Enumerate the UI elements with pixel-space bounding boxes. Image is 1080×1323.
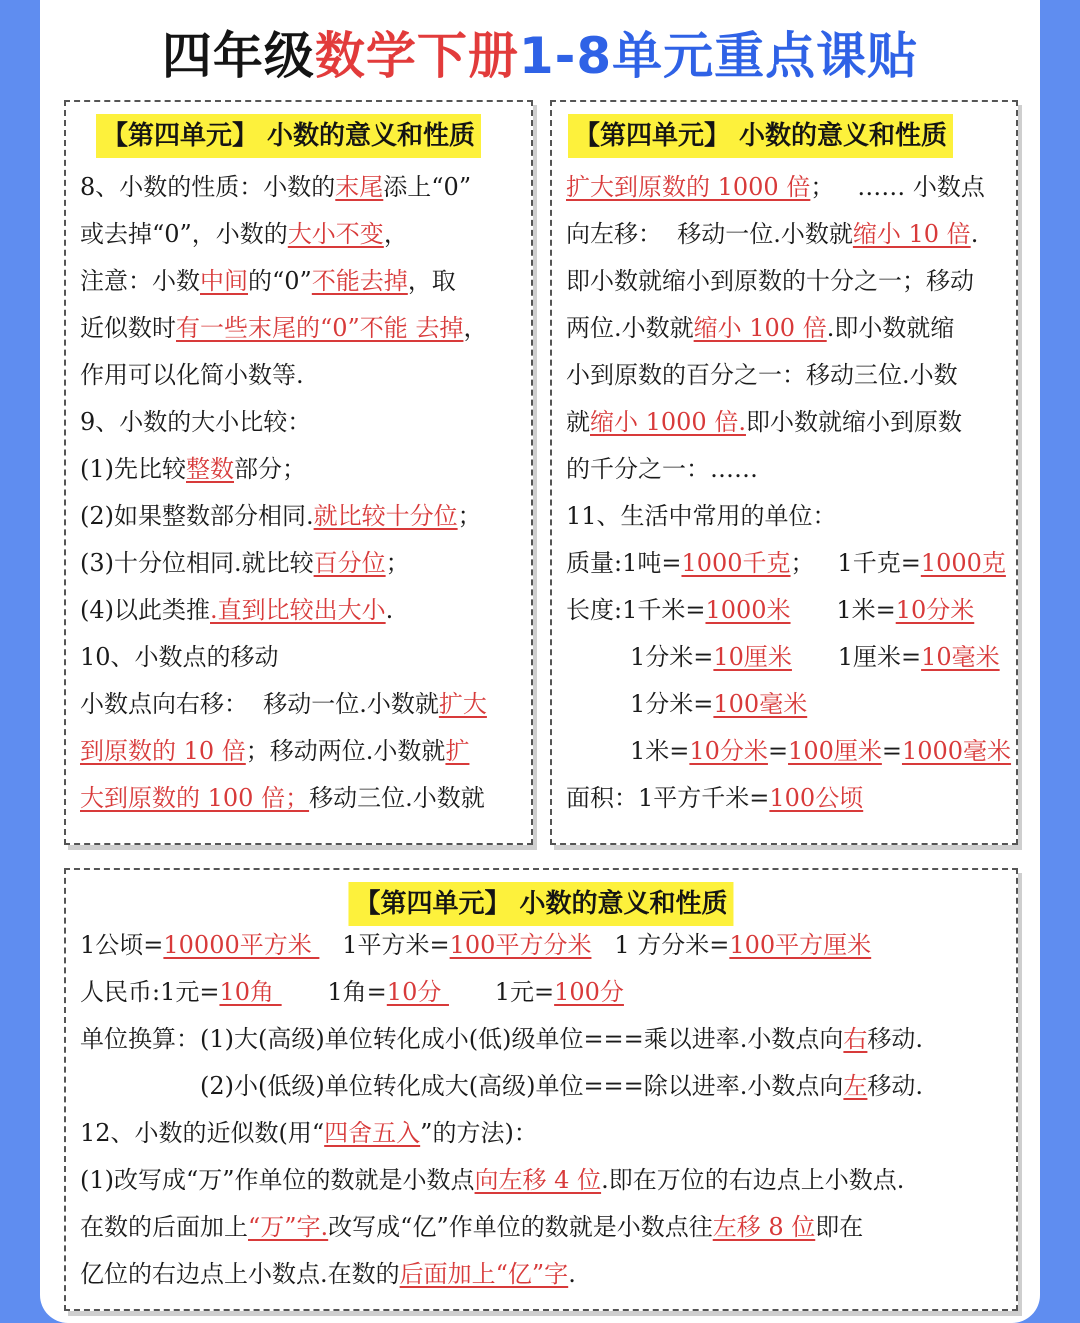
text-line	[566, 258, 1012, 305]
text-line	[80, 211, 527, 258]
line-text: (2)如果整数部分相同.	[80, 502, 314, 530]
answer-text: 10分米	[689, 737, 768, 765]
panel-bottom-heading: 【第四单元】 小数的意义和性质	[348, 882, 733, 926]
text-line	[566, 681, 1012, 728]
answer-text: 左移 8 位	[712, 1213, 816, 1241]
line-text: 即小数就缩小到原数的十分之一；移动	[566, 267, 974, 295]
text-line	[566, 305, 1012, 352]
text-line	[80, 540, 527, 587]
line-text: (4)以此类推	[80, 596, 210, 624]
line-text: 面积：1平方千米=	[566, 784, 770, 812]
text-line	[80, 728, 527, 775]
line-text: =	[881, 737, 902, 765]
panel-right-heading: 【第四单元】 小数的意义和性质	[568, 114, 953, 158]
line-text: =	[767, 737, 789, 765]
answer-text: 百分位	[313, 549, 386, 577]
line-text: 两位.小数就	[566, 314, 694, 342]
answer-text: 100平方分米	[449, 931, 592, 959]
answer-text: 就比较十分位	[313, 502, 458, 530]
line-text: 添上“0”	[383, 173, 472, 201]
answer-text: 缩小 1000 倍.	[590, 408, 746, 436]
text-line	[80, 1063, 1012, 1110]
line-text: 移动.	[867, 1072, 924, 1100]
answer-text: 1000千克	[681, 549, 791, 577]
line-text: ；移动两位.小数就	[245, 737, 446, 765]
answer-text: 1000毫米	[901, 737, 1012, 765]
answer-text: 扩大到原数的 1000 倍	[566, 173, 811, 201]
text-line	[566, 587, 1012, 634]
line-text: 1平方米=	[319, 931, 450, 959]
text-line	[566, 728, 1012, 775]
panel-left-lines	[80, 164, 527, 822]
line-text: 作用可以化简小数等.	[80, 361, 304, 389]
line-text: 部分；	[234, 455, 306, 483]
line-text: 人民币:1元=	[80, 978, 220, 1006]
line-text: ，取	[407, 267, 456, 295]
text-line	[566, 164, 1012, 211]
answer-text: 缩小 100 倍	[693, 314, 827, 342]
text-line	[80, 681, 527, 728]
line-text: 9、小数的大小比较：	[80, 408, 312, 436]
answer-text: 大小不变	[287, 220, 384, 248]
line-text: 1公顷=	[80, 931, 164, 959]
line-text: 1 方分米=	[591, 931, 730, 959]
answer-text: 100毫米	[713, 690, 808, 718]
title-grade: 四年级	[161, 27, 315, 85]
text-line	[80, 446, 527, 493]
answer-text: 扩大	[438, 690, 487, 718]
text-line	[566, 634, 1012, 681]
answer-text: 向左移 4 位	[474, 1166, 602, 1194]
line-text: .即小数就缩	[826, 314, 955, 342]
answer-text: 10分	[386, 978, 449, 1006]
line-text: 小数点向右移： 移动一位.小数就	[80, 690, 439, 718]
answer-text: 右	[843, 1025, 868, 1053]
panel-left-heading: 【第四单元】 小数的意义和性质	[96, 114, 481, 158]
line-text: 小到原数的百分之一：移动三位.小数	[566, 361, 958, 389]
answer-text: 后面加上“亿”字	[399, 1260, 569, 1288]
title-units: 1-8单元重点课贴	[518, 27, 919, 85]
line-text: 1米=	[630, 737, 690, 765]
answer-text: 大到原数的 100 倍；	[80, 784, 310, 812]
text-line	[80, 399, 527, 446]
panel-left	[64, 100, 533, 845]
line-text: 向左移： 移动一位.小数就	[566, 220, 853, 248]
text-line	[566, 211, 1012, 258]
line-text: (1)先比较	[80, 455, 186, 483]
answer-text: 10000平方米	[163, 931, 320, 959]
line-text: 改写成“亿”作单位的数就是小数点往	[328, 1213, 713, 1241]
text-line	[80, 352, 527, 399]
line-text: (3)十分位相同.就比较	[80, 549, 314, 577]
text-line	[566, 493, 1012, 540]
text-line	[566, 540, 1012, 587]
text-line	[80, 775, 527, 822]
line-text: ； 1千克=	[790, 549, 921, 577]
answer-text: 不能去掉	[311, 267, 408, 295]
page-title	[40, 24, 1040, 88]
panel-right	[550, 100, 1018, 845]
answer-text: 100公顷	[769, 784, 864, 812]
line-text: (1)改写成“万”作单位的数就是小数点	[80, 1166, 475, 1194]
text-line	[80, 1204, 1012, 1251]
text-line	[566, 446, 1012, 493]
answer-text: 末尾	[335, 173, 384, 201]
answer-text: 100厘米	[788, 737, 882, 765]
text-line	[80, 1016, 1012, 1063]
line-text: 1米=	[790, 596, 896, 624]
title-subject: 数学下册	[314, 27, 519, 85]
text-line	[566, 399, 1012, 446]
text-line	[566, 775, 1012, 822]
answer-text: 10分米	[895, 596, 975, 624]
line-text: 即在	[815, 1213, 864, 1241]
answer-text: 有一些末尾的“0”不能 去掉	[176, 314, 464, 342]
line-text: .	[385, 596, 394, 624]
text-line	[80, 164, 527, 211]
answer-text: “万”字.	[248, 1213, 329, 1241]
answer-text: 到原数的 10 倍	[80, 737, 246, 765]
line-text: 8、小数的性质：小数的	[80, 173, 336, 201]
panel-right-lines	[566, 164, 1012, 822]
answer-text: 1000米	[705, 596, 791, 624]
line-text: 在数的后面加上	[80, 1213, 248, 1241]
line-text: 注意：小数	[80, 267, 200, 295]
answer-text: 缩小 10 倍	[852, 220, 971, 248]
text-line	[80, 493, 527, 540]
text-line	[80, 305, 527, 352]
panel-bottom-lines	[80, 922, 1012, 1298]
line-text: 1角=	[281, 978, 387, 1006]
line-text: 即小数就缩小到原数	[745, 408, 962, 436]
line-text: ；	[385, 549, 410, 577]
line-text: .	[568, 1260, 576, 1288]
line-text: (2)小(低级)单位转化成大(高级)单位===除以进率.小数点向	[200, 1072, 844, 1100]
text-line	[80, 1157, 1012, 1204]
line-text: 就	[566, 408, 590, 436]
line-text: 的千分之一：……	[566, 455, 758, 483]
study-sheet	[40, 0, 1040, 1323]
answer-text: 1000克	[920, 549, 1006, 577]
line-text: .	[970, 220, 979, 248]
answer-text: 100分	[554, 978, 624, 1006]
line-text: 长度:1千米=	[566, 596, 706, 624]
text-line	[80, 969, 1012, 1016]
line-text: 1元=	[448, 978, 555, 1006]
answer-text: 中间	[200, 267, 248, 295]
answer-text: 100平方厘米	[729, 931, 872, 959]
answer-text: .直到比较出大小	[210, 596, 386, 624]
line-text: 1厘米=	[791, 643, 922, 671]
line-text: ，	[463, 314, 488, 342]
line-text: ”的方法)：	[420, 1119, 538, 1147]
text-line	[80, 634, 527, 681]
text-line	[80, 258, 527, 305]
line-text: 近似数时	[80, 314, 176, 342]
line-text: 12、小数的近似数(用“	[80, 1119, 325, 1147]
line-text: 或去掉“0”，小数的	[80, 220, 288, 248]
line-text: 1分米=	[630, 643, 714, 671]
line-text: 移动.	[867, 1025, 924, 1053]
answer-text: 四舍五入	[324, 1119, 421, 1147]
text-line	[80, 1110, 1012, 1157]
line-text: 单位换算：(1)大(高级)单位转化成小(低)级单位===乘以进率.小数点向	[80, 1025, 844, 1053]
line-text: 的“0”	[248, 267, 312, 295]
line-text: .即在万位的右边点上小数点.	[601, 1166, 905, 1194]
line-text: 11、生活中常用的单位：	[566, 502, 837, 530]
line-text: 1分米=	[630, 690, 714, 718]
line-text: 移动三位.小数就	[309, 784, 485, 812]
answer-text: 左	[843, 1072, 868, 1100]
answer-text: 10厘米	[713, 643, 792, 671]
answer-text: 扩	[445, 737, 470, 765]
text-line	[566, 352, 1012, 399]
answer-text: 10毫米	[921, 643, 1000, 671]
answer-text: 整数	[186, 455, 234, 483]
text-line	[80, 1251, 1012, 1298]
line-text: 质量:1吨=	[566, 549, 682, 577]
line-text: ；	[457, 502, 482, 530]
line-text: ，	[383, 220, 408, 248]
answer-text: 10角	[219, 978, 282, 1006]
line-text: 亿位的右边点上小数点.在数的	[80, 1260, 400, 1288]
line-text: ； …… 小数点	[810, 173, 985, 201]
panel-bottom	[64, 868, 1018, 1311]
line-text: 10、小数点的移动	[80, 643, 279, 671]
text-line	[80, 587, 527, 634]
text-line	[80, 922, 1012, 969]
